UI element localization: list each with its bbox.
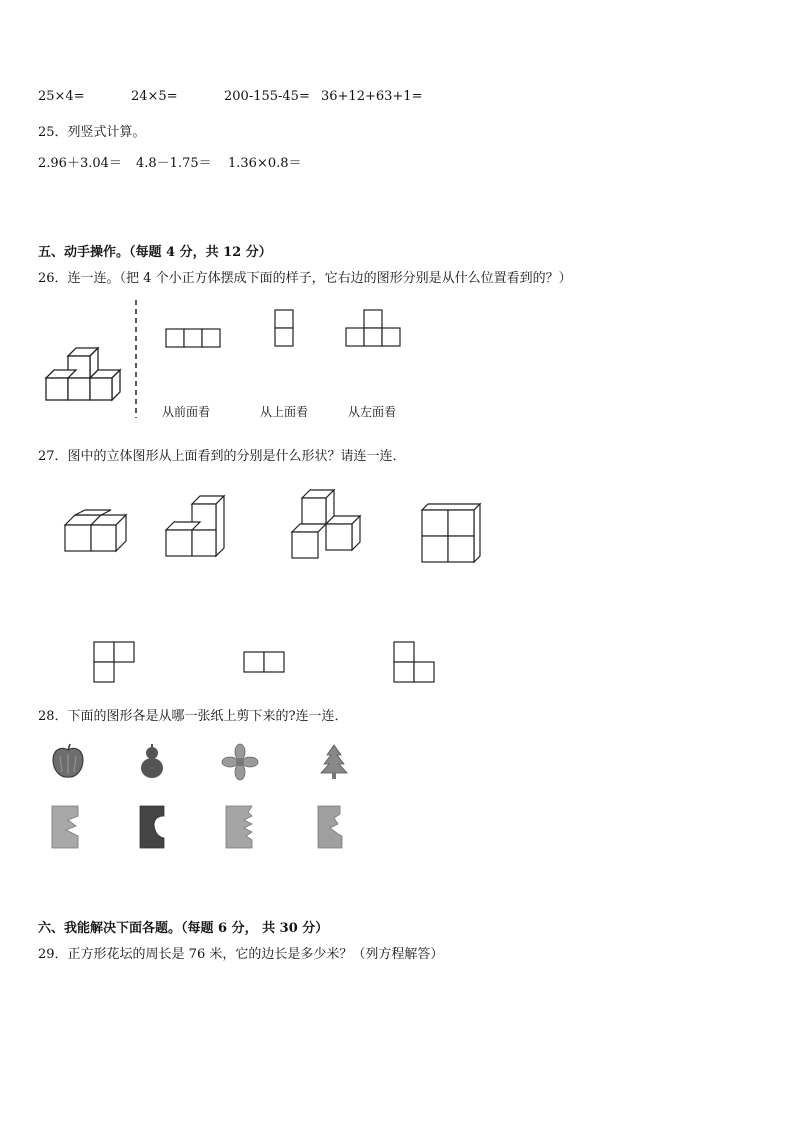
q26-label-left: 从左面看 [348, 405, 397, 419]
q24-item-1: 25×4= [38, 89, 85, 104]
paper-2-cutout-icon [134, 804, 174, 850]
q27-solid-1 [60, 490, 130, 560]
q25-title: 25．列竖式计算。 [38, 125, 146, 140]
q27-title: 27．图中的立体图形从上面看到的分别是什么形状？请连一连． [38, 449, 406, 464]
tree-cutout-icon [314, 742, 354, 782]
flower-cutout-icon [220, 742, 260, 782]
q26-title: 26．连一连。（把 4 个小正方体摆成下面的样子，它右边的图形分别是从什么位置看到的？） [38, 271, 572, 286]
q27-solid-3 [288, 486, 368, 566]
q27-top-view-1 [92, 640, 138, 686]
q26-view-left-shape [344, 308, 404, 350]
q29-title: 29．正方形花坛的周长是 76 米，它的边长是多少米？（列方程解答） [38, 947, 444, 962]
q27-top-view-2 [242, 650, 288, 674]
q25-item-2: 4.8－1.75＝ [136, 156, 212, 171]
q26-cube-arrangement [40, 300, 170, 420]
paper-1-cutout-icon [48, 804, 88, 850]
q24-item-2: 24×5= [131, 89, 178, 104]
apple-cutout-icon [48, 742, 88, 782]
q26-view-top-shape [273, 308, 297, 350]
paper-3-cutout-icon [222, 804, 262, 850]
q26-label-front: 从前面看 [162, 405, 211, 419]
q24-item-3: 200-155-45= [224, 89, 310, 104]
q27-solid-4 [418, 500, 488, 580]
q24-item-4: 36+12+63+1= [321, 89, 423, 104]
q28-title: 28．下面的图形各是从哪一张纸上剪下来的?连一连． [38, 709, 348, 724]
section6-heading: 六、我能解决下面各题。（每题 6 分， 共 30 分） [38, 921, 329, 936]
q25-item-3: 1.36×0.8＝ [228, 156, 302, 171]
section5-heading: 五、动手操作。（每题 4 分，共 12 分） [38, 245, 272, 260]
gourd-cutout-icon [132, 742, 172, 782]
q26-view-front-shape [164, 327, 224, 349]
q25-item-1: 2.96＋3.04＝ [38, 156, 122, 171]
q27-top-view-3 [392, 640, 438, 686]
q26-label-top: 从上面看 [260, 405, 309, 419]
q27-solid-2 [162, 492, 232, 562]
paper-4-cutout-icon [314, 804, 354, 850]
